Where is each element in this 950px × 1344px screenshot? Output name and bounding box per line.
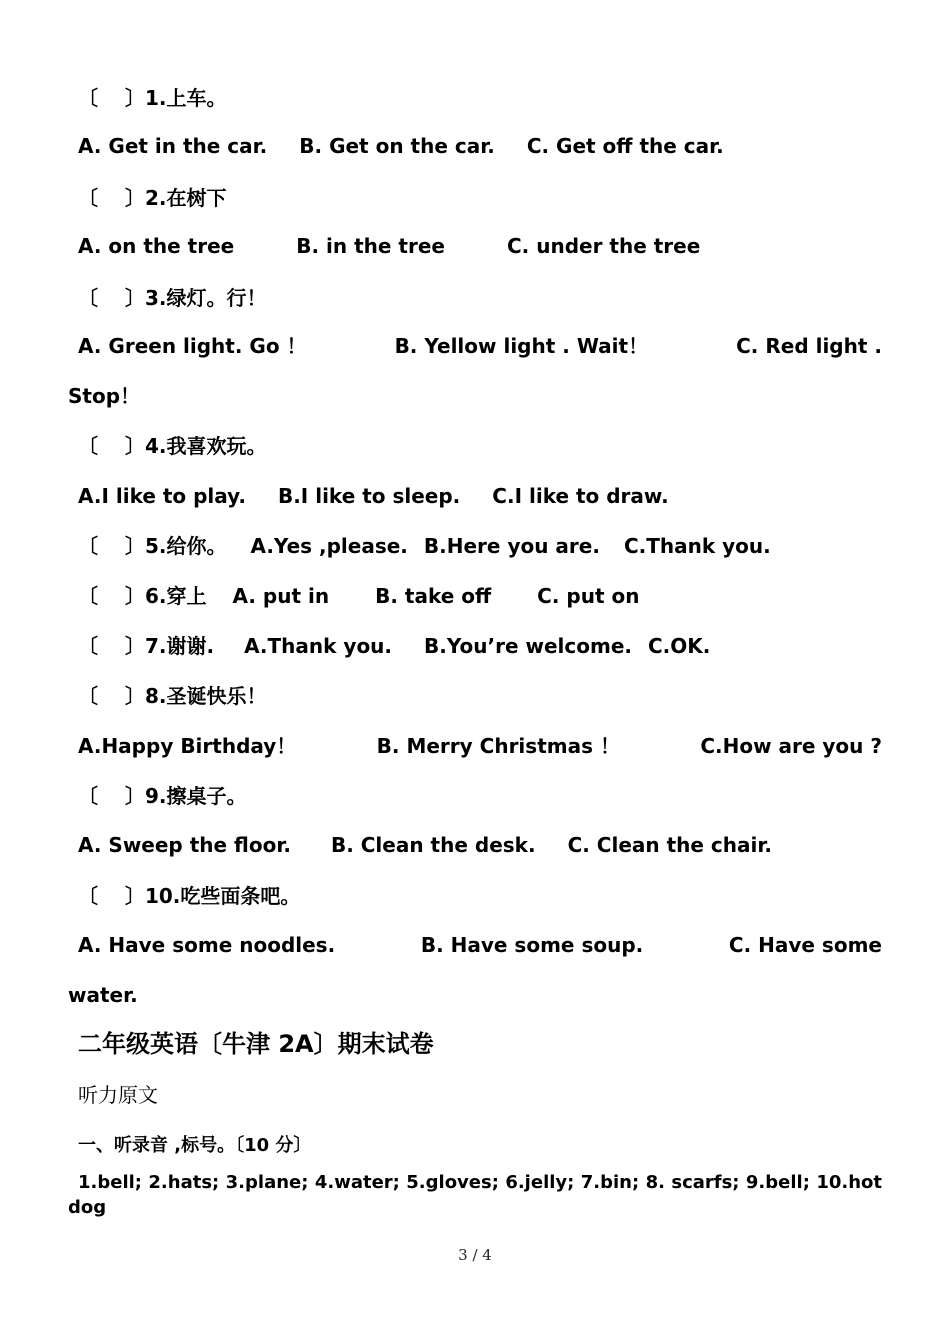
option-b: B.Here you are. <box>423 534 600 558</box>
question-9-stem: 〔 〕9.擦桌子。 <box>78 784 247 808</box>
option-c: C. put on <box>537 584 640 608</box>
option-a: A.Thank you. <box>244 634 393 658</box>
question-9-options <box>78 833 882 857</box>
option-b: B.I like to sleep. <box>277 484 461 508</box>
question-4-stem: 〔 〕4.我喜欢玩。 <box>78 434 267 458</box>
option-a: A.Yes ,please. <box>250 534 408 558</box>
page-number: 3 / 4 <box>458 1246 492 1264</box>
option-c: C.OK. <box>647 634 711 658</box>
option-b: B. take off <box>375 584 492 608</box>
option-b: B. Have some soup. <box>420 933 644 957</box>
question-2-options <box>78 234 882 258</box>
question-2-stem: 〔 〕2.在树下 <box>78 186 227 210</box>
question-10-stem: 〔 〕10.吃些面条吧。 <box>78 884 301 908</box>
option-c: C.I like to draw. <box>492 484 669 508</box>
part-one-transcript: 1.bell; 2.hats; 3.plane; 4.water; 5.gloves; 6.jelly; 7.bin; 8. scarfs; 9.bell; 10.hot dog <box>68 1172 882 1218</box>
option-a: A.I like to play. <box>78 484 246 508</box>
question-6: 〔 〕6.穿上 A. put in B. take off C. put on <box>78 584 640 608</box>
question-3-stem: 〔 〕3.绿灯。行！ <box>78 286 267 310</box>
option-b: B. Clean the desk. <box>330 833 536 857</box>
option-c: C. Have some <box>728 933 882 957</box>
question-8-options <box>78 734 882 758</box>
option-b: B. Merry Christmas ！ <box>376 734 620 758</box>
option-c: C.How are you ? <box>700 734 882 758</box>
option-a: A. Get in the car. <box>78 134 268 158</box>
question-3-overflow: Stop！ <box>68 384 141 408</box>
question-7: 〔 〕7.谢谢. A.Thank you. B.You’re welcome. C.OK. <box>78 634 711 658</box>
option-a: A. Green light. Go ！ <box>78 334 307 358</box>
option-a: A. Have some noodles. <box>78 933 336 957</box>
option-b: B. in the tree <box>296 234 445 258</box>
option-c: C. Red light . <box>736 334 882 358</box>
question-1-options <box>78 134 882 158</box>
question-3-options <box>78 334 882 358</box>
question-5: 〔 〕5.给你。 A.Yes ,please. B.Here you are. C.Thank you. <box>78 534 771 558</box>
question-10-options <box>78 933 882 957</box>
section-title: 二年级英语〔牛津 2A〕期末试卷 <box>78 1030 434 1058</box>
question-4-options <box>78 484 882 508</box>
section-subtitle: 听力原文 <box>78 1083 158 1107</box>
option-a: A.Happy Birthday！ <box>78 734 297 758</box>
option-c: C. Get off the car. <box>526 134 724 158</box>
option-c: C. Clean the chair. <box>567 833 772 857</box>
option-b: B. Yellow light . Wait！ <box>394 334 649 358</box>
question-10-overflow: water. <box>68 983 138 1007</box>
option-b: B. Get on the car. <box>299 134 495 158</box>
option-c: C. under the tree <box>506 234 701 258</box>
option-a: A. Sweep the floor. <box>78 833 291 857</box>
part-one-title: 一、听录音 ,标号。〔10 分〕 <box>78 1135 312 1156</box>
question-1-stem: 〔 〕1.上车。 <box>78 86 227 110</box>
question-8-stem: 〔 〕8.圣诞快乐！ <box>78 684 267 708</box>
option-b: B.You’re welcome. <box>424 634 632 658</box>
option-a: A. put in <box>232 584 330 608</box>
option-a: A. on the tree <box>78 234 235 258</box>
option-c: C.Thank you. <box>623 534 771 558</box>
